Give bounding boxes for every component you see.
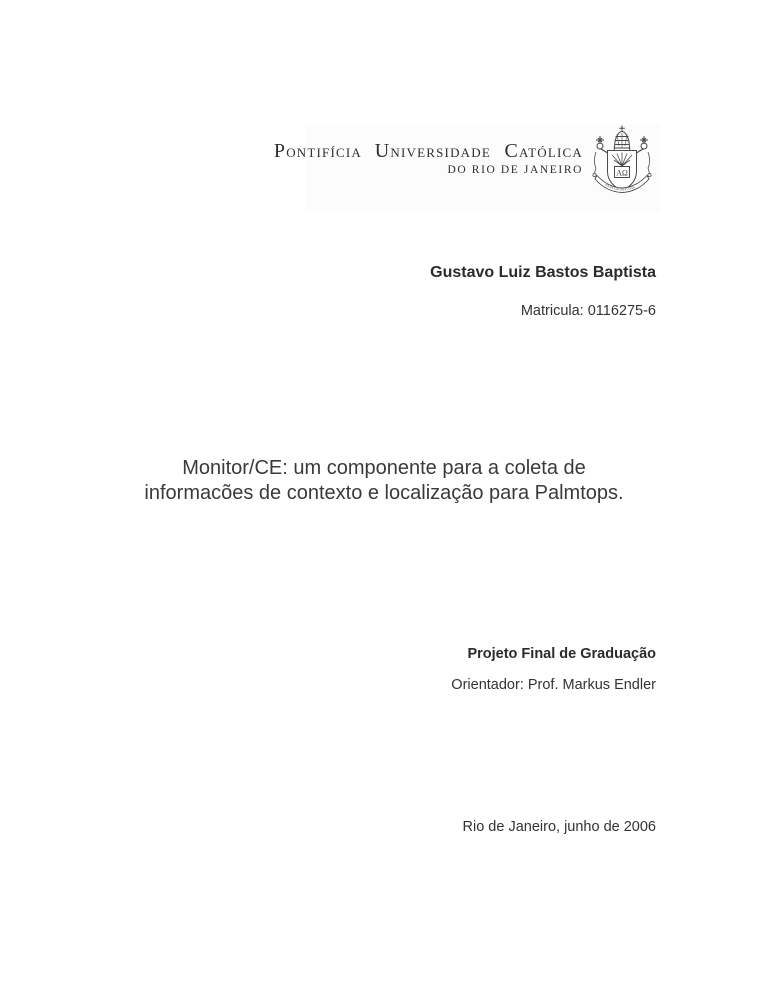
- crest-alpha-omega: ΑΩ: [616, 168, 628, 178]
- document-title: [0, 456, 768, 506]
- matricula: Matricula: 0116275-6: [520, 303, 656, 319]
- crest-motto: ALIS GRAVE NIL: [604, 181, 636, 192]
- project-type: Projeto Final de Graduação: [467, 646, 656, 662]
- author-block: [430, 264, 656, 319]
- title-line2: informacões de contexto e localização para Palmtops.: [144, 482, 624, 504]
- puc-rio-crest-icon: [586, 124, 658, 206]
- wordmark-word-universidade: UNIVERSIDADE: [374, 140, 491, 162]
- advisor: Orientador: Prof. Markus Endler: [451, 677, 656, 693]
- university-wordmark: [274, 141, 583, 177]
- wordmark-word-catolica: CATÓLICA: [504, 140, 583, 162]
- place-date: Rio de Janeiro, junho de 2006: [462, 819, 656, 835]
- project-block: [451, 646, 656, 693]
- title-line1: Monitor/CE: um componente para a coleta de: [182, 457, 586, 479]
- wordmark-line2: DO RIO DE JANEIRO: [447, 164, 583, 176]
- crest-cross: [619, 126, 625, 132]
- wordmark-word-pontificia: PONTIFÍCIA: [273, 140, 362, 162]
- author-name: Gustavo Luiz Bastos Baptista: [430, 264, 656, 281]
- wordmark-line1: [274, 141, 583, 163]
